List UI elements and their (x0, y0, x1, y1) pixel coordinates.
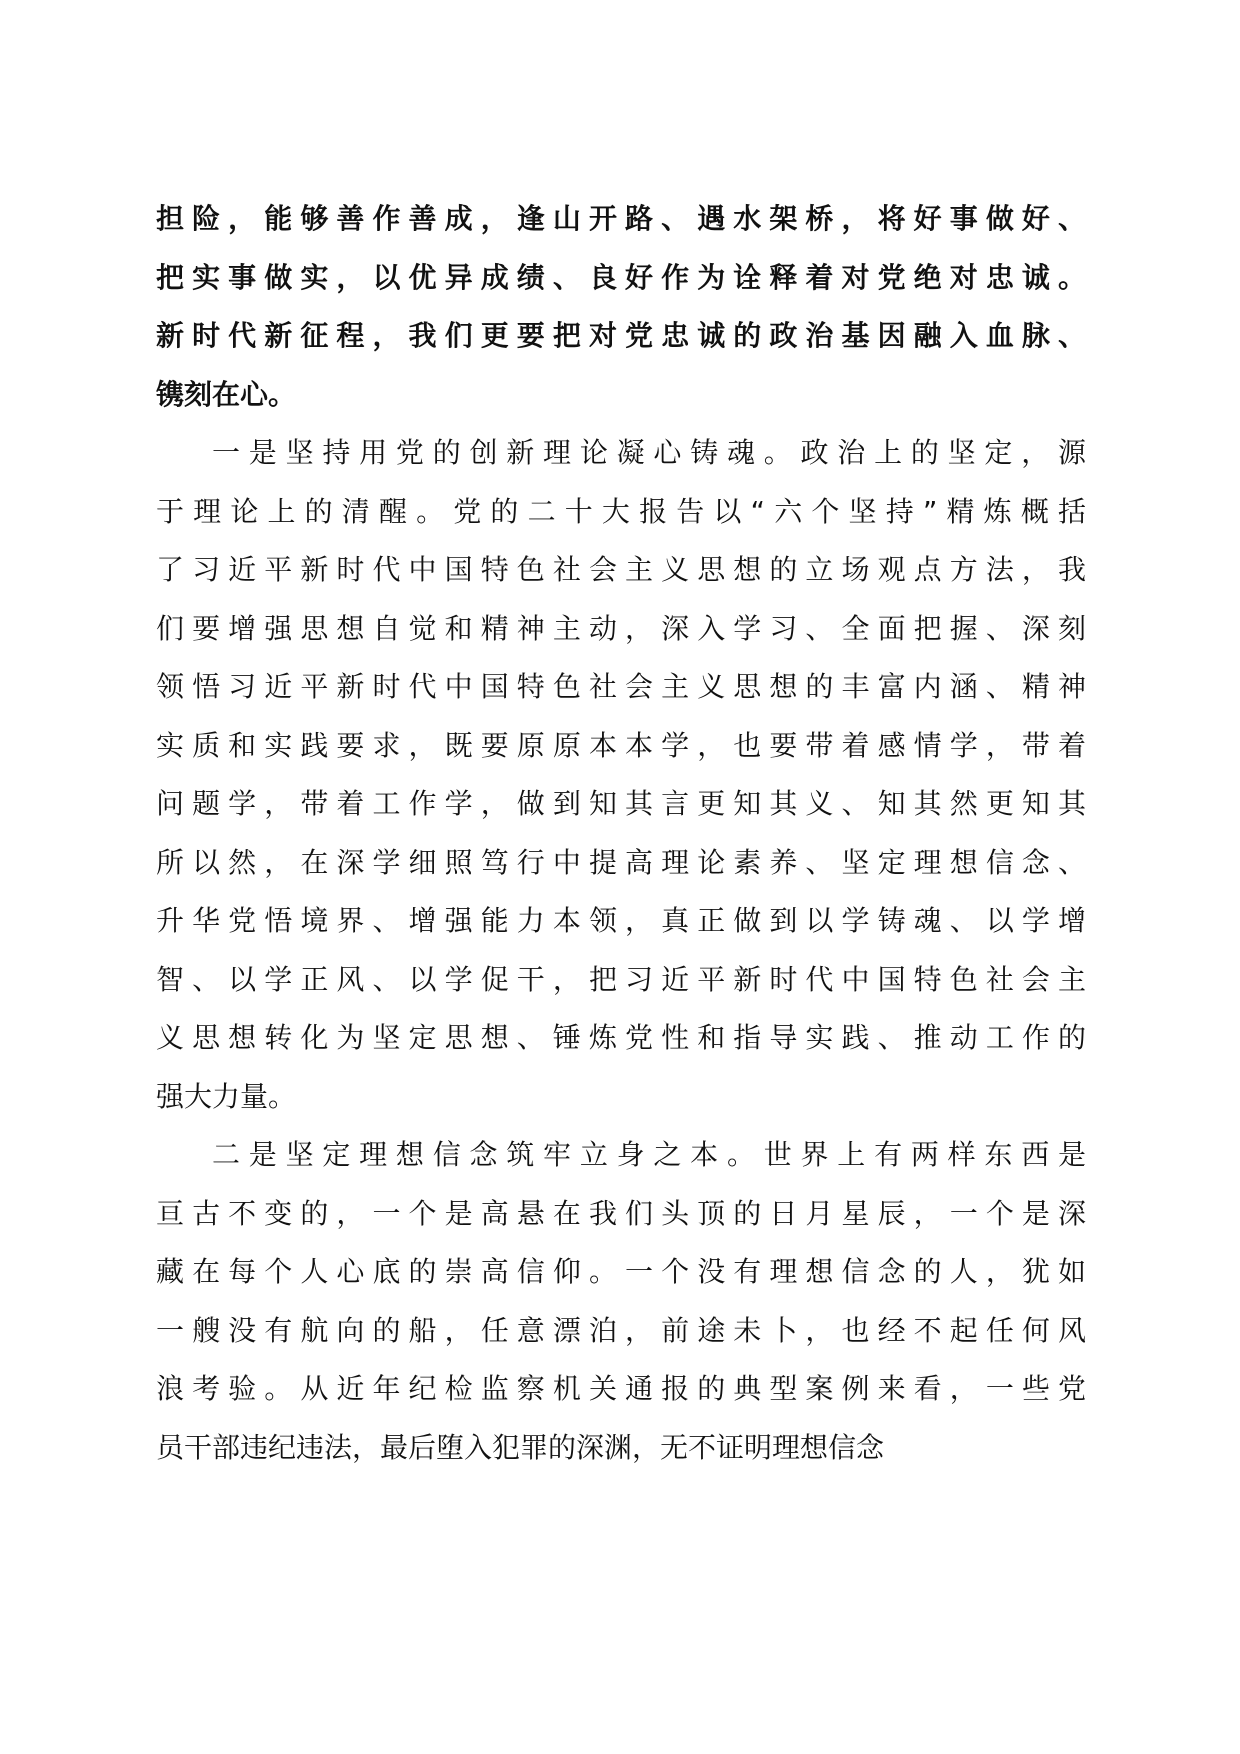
text-line: 领悟习近平新时代中国特色社会主义思想的丰富内涵、精神 (156, 670, 1086, 703)
body-text (156, 190, 1086, 1477)
text-line: 于理论上的清醒。党的二十大报告以“六个坚持”精炼概括 (156, 494, 1086, 528)
text-line: 亘古不变的，一个是高悬在我们头顶的日月星辰，一个是深 (156, 1196, 1086, 1230)
text-line: 一艘没有航向的船，任意漂泊，前途未卜，也经不起任何风 (156, 1313, 1086, 1347)
text-line: 问题学，带着工作学，做到知其言更知其义、知其然更知其 (156, 787, 1086, 820)
text-line: 们要增强思想自觉和精神主动，深入学习、全面把握、深刻 (156, 611, 1086, 645)
text-line: 员干部违纪违法，最后堕入犯罪的深渊，无不证明理想信念 (156, 1430, 885, 1464)
text-line: 镌刻在心。 (156, 377, 297, 411)
text-line: 义思想转化为坚定思想、锤炼党性和指导实践、推动工作的 (156, 1021, 1086, 1054)
text-line: 担险，能够善作善成，逢山开路、遇水架桥，将好事做好、 (156, 202, 1086, 235)
text-line: 强大力量。 (156, 1079, 297, 1113)
text-line: 二是坚定理想信念筑牢立身之本。世界上有两样东西是 (212, 1138, 1086, 1171)
text-line: 新时代新征程，我们更要把对党忠诚的政治基因融入血脉、 (156, 319, 1086, 352)
text-line: 智、以学正风、以学促干，把习近平新时代中国特色社会主 (156, 962, 1086, 996)
text-line: 藏在每个人心底的崇高信仰。一个没有理想信念的人，犹如 (156, 1255, 1086, 1288)
text-line: 了习近平新时代中国特色社会主义思想的立场观点方法，我 (156, 553, 1086, 586)
text-line: 实质和实践要求，既要原原本本学，也要带着感情学，带着 (156, 728, 1086, 762)
text-line: 所以然，在深学细照笃行中提高理论素养、坚定理想信念、 (156, 845, 1086, 879)
text-line: 浪考验。从近年纪检监察机关通报的典型案例来看，一些党 (156, 1372, 1086, 1405)
text-line: 把实事做实，以优异成绩、良好作为诠释着对党绝对忠诚。 (156, 260, 1086, 294)
text-line: 升华党悟境界、增强能力本领，真正做到以学铸魂、以学增 (156, 904, 1086, 937)
text-line: 一是坚持用党的创新理论凝心铸魂。政治上的坚定，源 (212, 436, 1086, 469)
